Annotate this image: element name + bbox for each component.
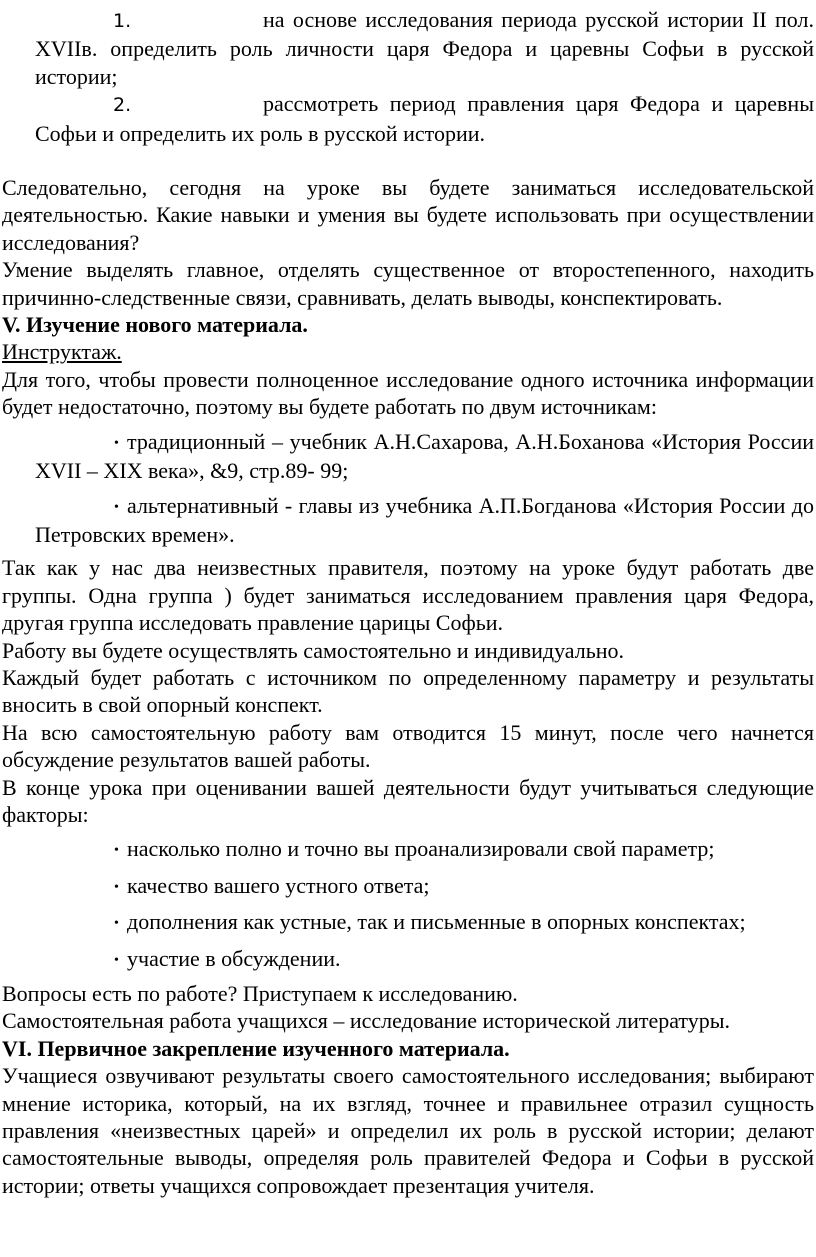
sources-list xyxy=(2,428,814,549)
list-item-text: насколько полно и точно вы проанализировали свой параметр; xyxy=(127,836,715,862)
item-number: 2. xyxy=(113,94,132,117)
bullet-icon: • xyxy=(114,843,119,859)
bullet-icon: • xyxy=(114,952,119,968)
list-item xyxy=(2,492,814,549)
list-item xyxy=(2,908,814,937)
paragraph: Умение выделять главное, отделять существенное от второстепенного, находить причинно-следственные связи, сравнивать, делать выводы, конспектировать. xyxy=(2,257,814,310)
numbered-item-1 xyxy=(2,6,814,90)
paragraph: Так как у нас два неизвестных правителя, поэтому на уроке будут работать две группы. Одна группа ) будет заниматься исследованием правления царя Федора, другая группа исследовать правление царицы Софьи. xyxy=(2,555,814,636)
paragraph: Работу вы будете осуществлять самостоятельно и индивидуально. xyxy=(2,637,625,663)
item-text: рассмотреть период правления царя Федора и царевны Софьи и определить их роль в русской истории. xyxy=(35,91,814,146)
list-item xyxy=(2,835,814,864)
list-item-text: участие в обсуждении. xyxy=(127,945,341,971)
paragraph: Вопросы есть по работе? Приступаем к исследованию. xyxy=(2,981,518,1006)
list-item-text: дополнения как устные, так и письменные в опорных конспектах; xyxy=(127,909,746,935)
paragraph: В конце урока при оценивании вашей деятельности будут учитываться следующие факторы: xyxy=(2,774,814,827)
list-item xyxy=(2,872,814,901)
paragraph: Следовательно, сегодня на уроке вы будете заниматься исследовательской деятельностью. Какие навыки и умения вы будете использовать при осуществлении исследования? xyxy=(2,175,814,255)
bullet-icon: • xyxy=(114,435,119,451)
paragraph: На всю самостоятельную работу вам отводится 15 минут, после чего начнется обсуждение результатов вашей работы. xyxy=(2,719,814,773)
bullet-icon: • xyxy=(114,499,119,515)
instruction-label: Инструктаж. xyxy=(2,339,122,365)
paragraph: Учащиеся озвучивают результаты своего самостоятельного исследования; выбирают мнение историка, который, на их взгляд, точнее и правильнее отразил сущность правления «неизвестных царей» и определил их роль в русской истории; делают самостоятельные выводы, определяя роль правителей Федора и Софьи в русской истории; ответы учащихся сопровождает презентация учителя. xyxy=(2,1063,814,1198)
list-item-text: качество вашего устного ответа; xyxy=(127,872,430,898)
factors-list xyxy=(2,835,814,974)
list-item-text: альтернативный - главы из учебника А.П.Богданова «История России до Петровских времен». xyxy=(35,492,814,547)
list-item xyxy=(2,428,814,485)
list-item xyxy=(2,945,814,974)
bullet-icon: • xyxy=(114,916,119,932)
paragraph: Каждый будет работать с источником по определенному параметру и результаты вносить в свой опорный конспект. xyxy=(2,664,814,718)
paragraph: Для того, чтобы провести полноценное исследование одного источника информации будет недостаточно, поэтому вы будете работать по двум источникам: xyxy=(2,366,814,420)
numbered-item-2 xyxy=(2,90,814,147)
bullet-icon: • xyxy=(114,879,119,895)
paragraph: Самостоятельная работа учащихся – исследование исторической литературы. xyxy=(2,1008,731,1034)
blank-line xyxy=(2,147,814,174)
section-heading-vi: VI. Первичное закрепление изученного материала. xyxy=(2,1035,510,1061)
item-number: 1. xyxy=(113,10,132,32)
list-item-text: традиционный – учебник А.Н.Сахарова, А.Н.Боханова «История России XVII – XIX века», &9, стр.89- 99; xyxy=(35,428,814,484)
item-text: на основе исследования периода русской истории II пол. XVIIв. определить роль личности царя Федора и царевны Софьи в русской истории; xyxy=(35,7,814,89)
section-heading-v: V. Изучение нового материала. xyxy=(2,312,308,338)
